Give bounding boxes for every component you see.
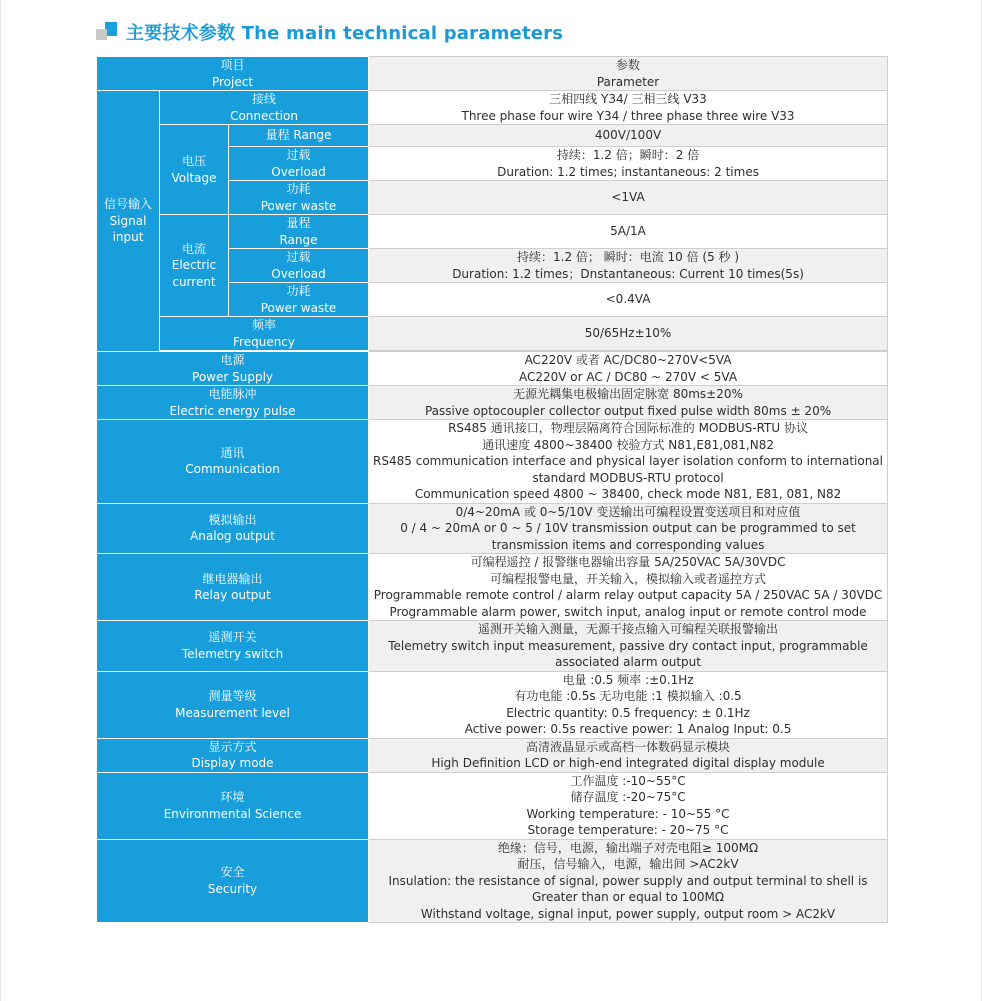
relay-output-value: 可编程遥控 / 报警继电器输出容量 5A/250VAC 5A/30VDC 可编程报警电量，开关输入，模拟输入或者遥控方式 Programmable remote control / alarm relay output capacity 5A / 250VAC 5A / 30VDC Programmable alarm power, switch input, analog input or remote control mode [369,554,888,621]
current-label: 电流 Electric current [160,215,229,317]
table-row [97,621,888,672]
voltage-range-value: 400V/100V [369,125,888,147]
parameter-header: 参数 Parameter [369,57,888,91]
telemetry-switch-label: 遥测开关 Telemetry switch [97,621,369,672]
table-row [97,839,888,923]
power-supply-label: 电源 Power Supply [97,352,369,386]
power-supply-value: AC220V 或者 AC/DC80~270V<5VA AC220V or AC / DC80 ~ 270V < 5VA [369,352,888,386]
table-row [97,503,888,554]
table-row [97,554,888,621]
relay-output-label: 继电器输出 Relay output [97,554,369,621]
signal-input-label: 信号输入 Signal input [97,91,160,352]
voltage-overload-value: 持续：1.2 倍；瞬时：2 倍 Duration: 1.2 times; instantaneous: 2 times [369,147,888,181]
voltage-label: 电压 Voltage [160,125,229,215]
display-mode-label: 显示方式 Display mode [97,738,369,772]
environment-label: 环境 Environmental Science [97,772,369,839]
table-row [97,125,888,147]
table-row [97,215,888,249]
table-row [97,671,888,738]
frequency-value: 50/65Hz±10% [369,317,888,351]
voltage-power-waste-value: <1VA [369,181,888,215]
table-row [97,386,888,420]
table-header-row [97,57,888,91]
display-mode-value: 高清液晶显示或高档一体数码显示模块 High Definition LCD or high-end integrated digital display module [369,738,888,772]
telemetry-switch-value: 遥测开关输入测量，无源干接点输入可编程关联报警输出 Telemetry switch input measurement, passive dry contact input, programmable associated alarm output [369,621,888,672]
voltage-power-waste-label: 功耗 Power waste [229,181,369,215]
square-bullet-icon [96,21,118,43]
table-row [97,317,888,351]
table-row [97,91,888,125]
table-row [97,420,888,504]
measurement-level-label: 测量等级 Measurement level [97,671,369,738]
table-row [97,738,888,772]
analog-output-value: 0/4~20mA 或 0~5/10V 变送输出可编程设置变送项目和对应值 0 / 4 ~ 20mA or 0 ~ 5 / 10V transmission output can be programmed to set transmission items and corresponding values [369,503,888,554]
spec-table [96,56,888,923]
voltage-overload-label: 过载 Overload [229,147,369,181]
current-power-waste-value: <0.4VA [369,283,888,317]
energy-pulse-value: 无源光耦集电极输出固定脉宽 80ms±20% Passive optocoupler collector output fixed pulse width 80ms ± 20% [369,386,888,420]
current-range-label: 量程 Range [229,215,369,249]
table-row [97,352,888,386]
energy-pulse-label: 电能脉冲 Electric energy pulse [97,386,369,420]
measurement-level-value: 电量 :0.5 频率 :±0.1Hz 有功电能 :0.5s 无功电能 :1 模拟输入 :0.5 Electric quantity: 0.5 frequency: ± 0.1Hz Active power: 0.5s reactive power: 1 Analog Input: 0.5 [369,671,888,738]
frequency-label: 频率 Frequency [160,317,369,351]
project-header: 项目 Project [97,57,369,91]
communication-label: 通讯 Communication [97,420,369,504]
current-overload-label: 过载 Overload [229,249,369,283]
section-title: 主要技术参数 The main technical parameters [126,23,564,44]
security-label: 安全 Security [97,839,369,923]
connection-value: 三相四线 Y34/ 三相三线 V33 Three phase four wire Y34 / three phase three wire V33 [369,91,888,125]
section-heading [96,19,563,45]
connection-label: 接线 Connection [160,91,369,125]
current-range-value: 5A/1A [369,215,888,249]
current-power-waste-label: 功耗 Power waste [229,283,369,317]
current-overload-value: 持续：1.2 倍； 瞬时：电流 10 倍 (5 秒 ) Duration: 1.2 times；Dnstantaneous: Current 10 times(5s) [369,249,888,283]
environment-value: 工作温度 :-10~55°C 储存温度 :-20~75°C Working temperature: - 10~55 °C Storage temperature: - 20~75 °C [369,772,888,839]
analog-output-label: 模拟输出 Analog output [97,503,369,554]
table-row [97,772,888,839]
communication-value: RS485 通讯接口，物理层隔离符合国际标准的 MODBUS-RTU 协议 通讯速度 4800~38400 校验方式 N81,E81,081,N82 RS485 communication interface and physical layer isolation conform to international standard MODBUS-RTU protocol Communication speed 4800 ~ 38400, check mode N81, E81, 081, N82 [369,420,888,504]
security-value: 绝缘：信号，电源，输出端子对壳电阻≥ 100MΩ 耐压，信号输入，电源，输出间 >AC2kV Insulation: the resistance of signal, power supply and output terminal to shell is Greater than or equal to 100MΩ Withstand voltage, signal input, power supply, output room > AC2kV [369,839,888,923]
voltage-range-label: 量程 Range [229,125,369,147]
